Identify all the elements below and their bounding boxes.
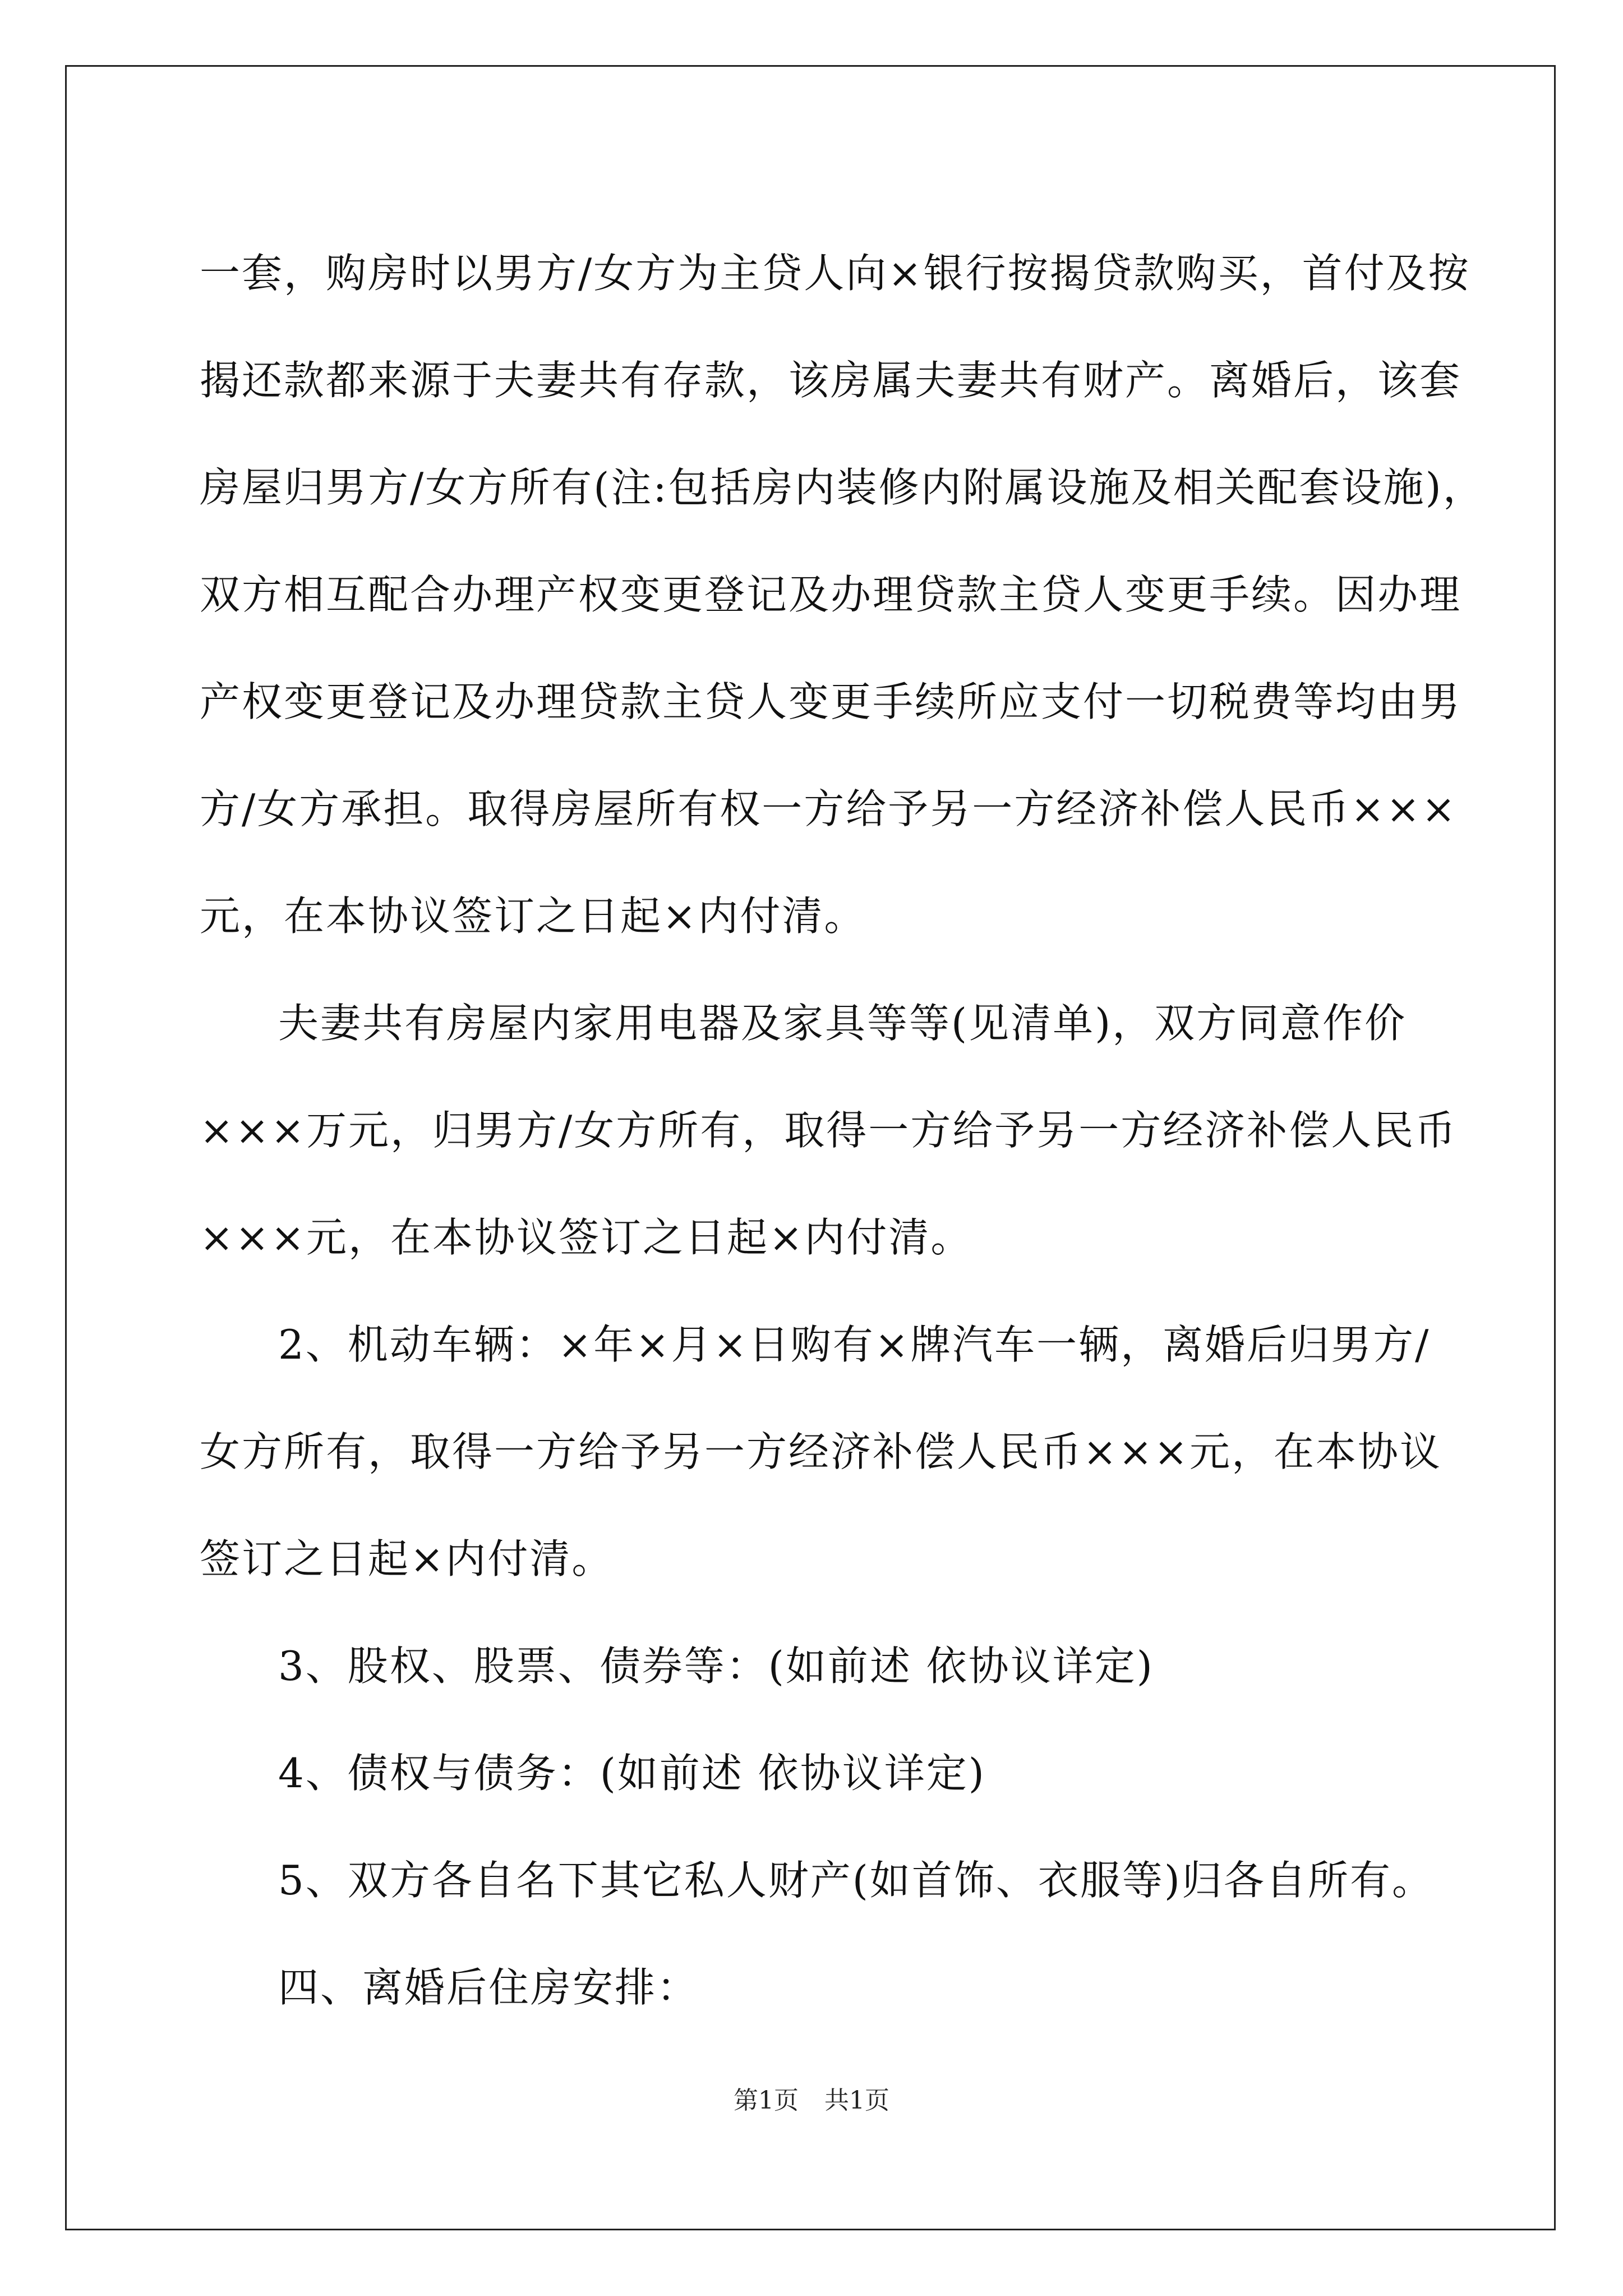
paragraph-line: 5、双方各自名下其它私人财产(如首饰、衣服等)归各自所有。 xyxy=(278,1857,1434,1904)
paragraph-line: 双方相互配合办理产权变更登记及办理贷款主贷人变更手续。因办理 xyxy=(200,571,1462,618)
section-heading: 四、离婚后住房安排： xyxy=(278,1964,699,2011)
paragraph-line: 方/女方承担。取得房屋所有权一方给予另一方经济补偿人民币××× xyxy=(200,785,1458,832)
paragraph-line: ×××元，在本协议签订之日起×内付清。 xyxy=(200,1214,973,1261)
page-number: 第1页 xyxy=(734,2086,799,2115)
page-footer xyxy=(0,2084,1623,2118)
paragraph-line: 揭还款都来源于夫妻共有存款，该房属夫妻共有财产。离婚后，该套 xyxy=(200,357,1462,404)
paragraph-line: 2、机动车辆：×年×月×日购有×牌汽车一辆，离婚后归男方/ xyxy=(278,1321,1431,1368)
paragraph-line: 3、股权、股票、债券等：(如前述 依协议详定) xyxy=(278,1642,1154,1690)
page-total: 共1页 xyxy=(824,2086,889,2115)
paragraph-line: 夫妻共有房屋内家用电器及家具等等(见清单)，双方同意作价 xyxy=(278,1000,1407,1047)
paragraph-line: 元，在本协议签订之日起×内付清。 xyxy=(200,892,866,940)
paragraph-line: 女方所有，取得一方给予另一方经济补偿人民币×××元，在本协议 xyxy=(200,1428,1442,1475)
paragraph-line: ×××万元，归男方/女方所有，取得一方给予另一方经济补偿人民币 xyxy=(200,1107,1458,1154)
document-body xyxy=(200,220,1485,2041)
paragraph-line: 房屋归男方/女方所有(注:包括房内装修内附属设施及相关配套设施)， xyxy=(200,464,1485,511)
paragraph-line: 4、债权与债务：(如前述 依协议详定) xyxy=(278,1750,986,1797)
paragraph-line: 签订之日起×内付清。 xyxy=(200,1535,614,1582)
paragraph-line: 产权变更登记及办理贷款主贷人变更手续所应支付一切税费等均由男 xyxy=(200,678,1462,725)
paragraph-line: 一套，购房时以男方/女方为主贷人向×银行按揭贷款购买，首付及按 xyxy=(200,250,1470,297)
